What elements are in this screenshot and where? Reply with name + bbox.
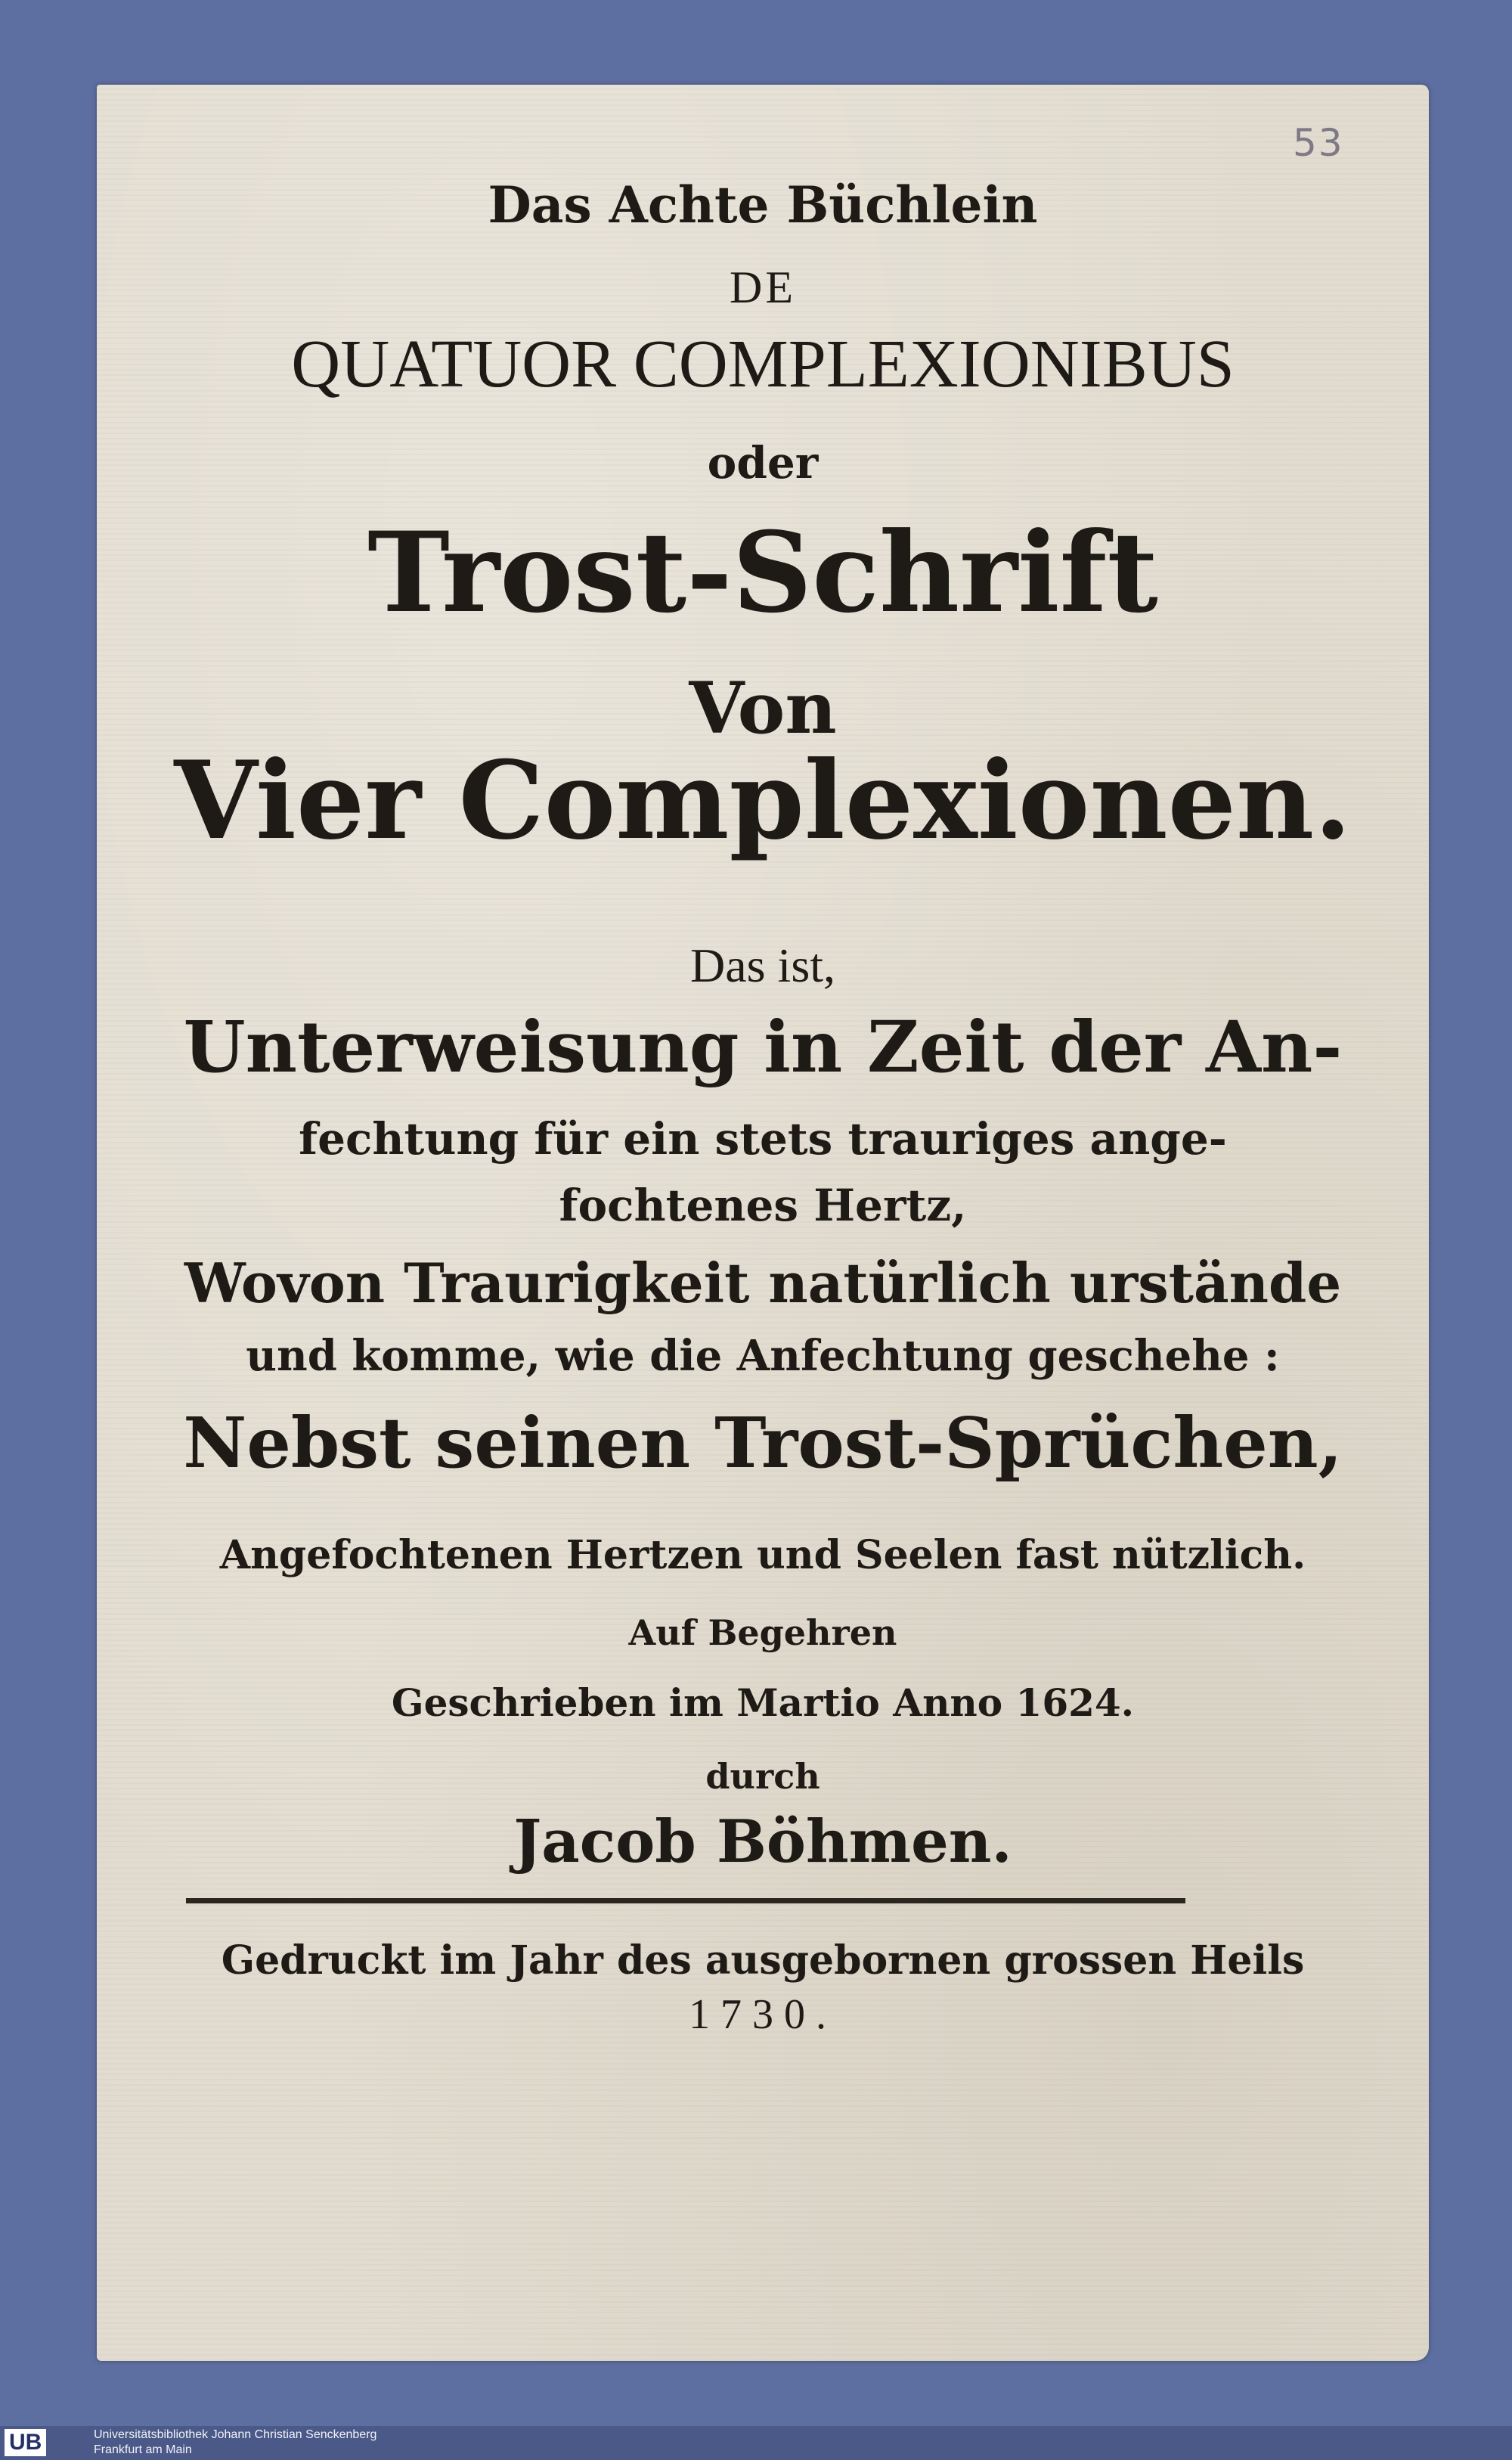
library-name-line-2: Frankfurt am Main (94, 2443, 192, 2456)
library-name (94, 2427, 376, 2458)
imprint-year: 1730. (689, 1991, 837, 2038)
author-name: Jacob Böhmen. (513, 1807, 1012, 1876)
title-line-9: Unterweisung in Zeit der An- (183, 1006, 1343, 1089)
title-line-4: oder (707, 437, 819, 489)
title-line-2: DE (730, 262, 796, 312)
folio-number: 53 (1293, 121, 1344, 165)
title-line-7: Vier Complexionen. (174, 738, 1352, 864)
title-line-14: Nebst seinen Trost-Sprüchen, (183, 1402, 1343, 1484)
imprint-line: Gedruckt im Jahr des ausgebornen grossen Heils (221, 1937, 1305, 1984)
title-line-1: Das Achte Büchlein (488, 175, 1038, 234)
title-line-15: Angefochtenen Hertzen und Seelen fast nützlich. (219, 1532, 1306, 1578)
title-line-10: fechtung für ein stets trauriges ange- (299, 1113, 1227, 1165)
ub-logo: UB (5, 2429, 46, 2456)
title-line-17: Geschrieben im Martio Anno 1624. (391, 1680, 1135, 1725)
title-line-18: durch (705, 1756, 820, 1797)
title-line-5: Trost-Schrift (367, 508, 1158, 637)
title-line-11: fochtenes Hertz, (559, 1180, 967, 1231)
title-line-3: QUATUOR COMPLEXIONIBUS (291, 327, 1235, 402)
horizontal-rule (186, 1898, 1185, 1903)
title-line-8: Das ist, (690, 938, 835, 992)
library-name-line-1: Universitätsbibliothek Johann Christian Senckenberg (94, 2428, 377, 2441)
title-line-12: Wovon Traurigkeit natürlich urstände (184, 1251, 1342, 1315)
title-line-13: und komme, wie die Anfechtung geschehe : (246, 1331, 1280, 1381)
title-line-16: Auf Begehren (628, 1612, 897, 1653)
title-line-6: Von (689, 667, 837, 750)
